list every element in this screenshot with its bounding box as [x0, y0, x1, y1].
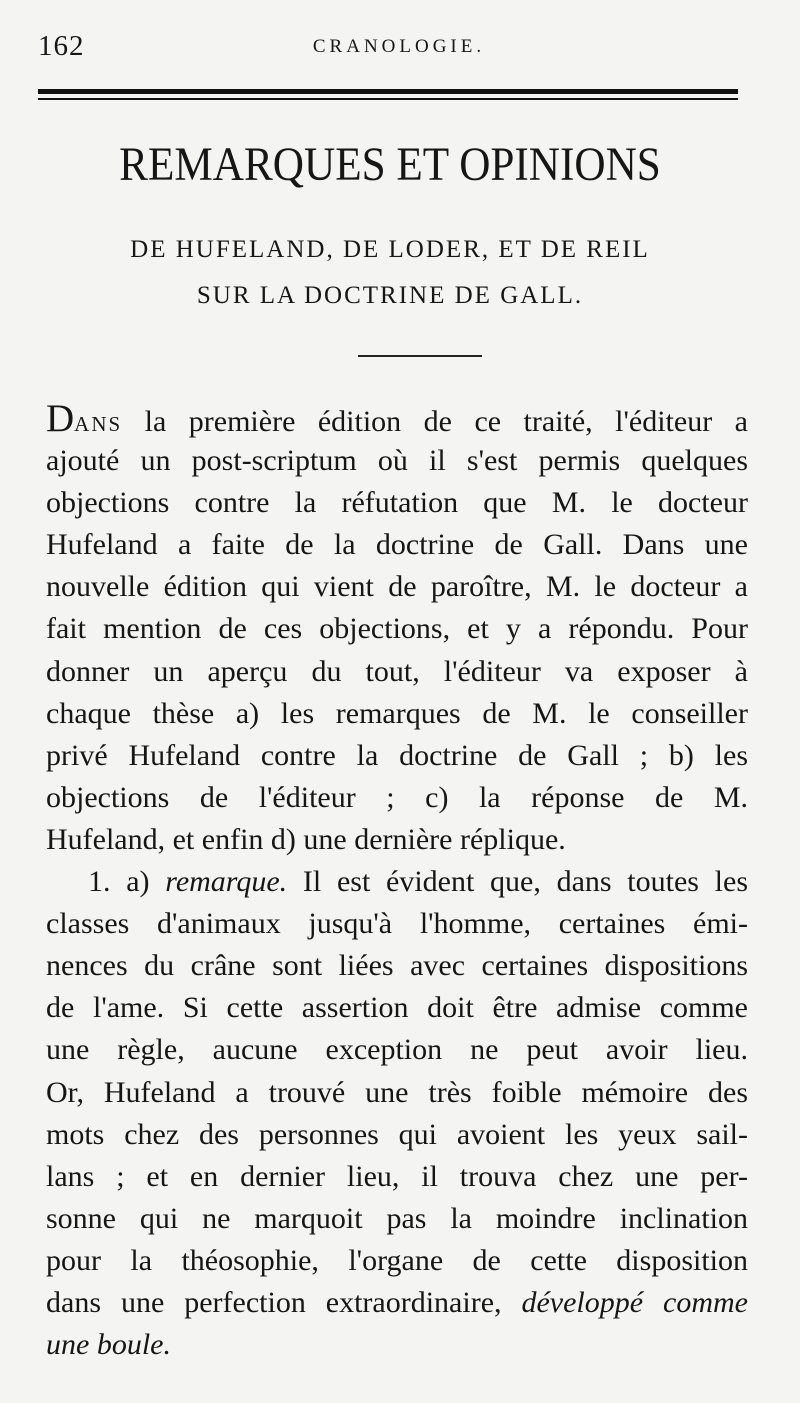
page-number: 162	[38, 30, 85, 62]
text-line: lans ; et en dernier lieu, il trouva chez une per-	[46, 1159, 748, 1193]
text-line: fait mention de ces objections, et y a répondu. Pour	[46, 612, 748, 646]
text-line: ajouté un post-scriptum où il s'est permis quelques	[46, 444, 748, 478]
text-line: Or, Hufeland a trouvé une très foible mémoire des	[46, 1075, 748, 1109]
text-line: Hufeland, et enfin d) une dernière réplique.	[46, 822, 566, 856]
text-line: une boule.	[46, 1328, 171, 1362]
running-header	[38, 30, 760, 70]
text-line: de l'ame. Si cette assertion doit être admise comme	[46, 991, 748, 1025]
line-text: la première édition de ce traité, l'éditeur a	[122, 405, 748, 438]
drop-cap: D	[46, 398, 75, 440]
text-line: mots chez des personnes qui avoient les yeux sail-	[46, 1117, 748, 1151]
chapter-subtitle-line-1: DE HUFELAND, DE LODER, ET DE REIL	[130, 236, 650, 263]
running-title: CRANOLOGIE.	[312, 36, 486, 57]
text-line	[46, 861, 748, 903]
text-line: objections contre la réfutation que M. le docteur	[46, 486, 748, 520]
line-text: dans une perfection extraordinaire,	[46, 1285, 522, 1319]
section-divider	[358, 355, 482, 357]
header-rule-thick	[38, 89, 738, 94]
text-line: privé Hufeland contre la doctrine de Gall ; b) les	[46, 738, 748, 772]
chapter-title: REMARQUES ET OPINIONS	[119, 138, 661, 191]
text-line: nouvelle édition qui vient de paroître, M. le docteur a	[46, 570, 748, 604]
italic-text: développé comme	[521, 1285, 748, 1319]
text-line: Hufeland a faite de la doctrine de Gall. Dans une	[46, 528, 748, 562]
text-line	[46, 1282, 748, 1324]
text-line: une règle, aucune exception ne peut avoir lieu.	[46, 1033, 748, 1067]
text-line: objections de l'éditeur ; c) la réponse de M.	[46, 780, 748, 814]
header-rule-thin	[38, 98, 738, 100]
text-line	[46, 398, 748, 440]
drop-cap-rest: ANS	[74, 412, 123, 436]
text-line: chaque thèse a) les remarques de M. le conseiller	[46, 696, 748, 730]
text-line: sonne qui ne marquoit pas la moindre inclination	[46, 1201, 748, 1235]
italic-term: remarque.	[165, 865, 288, 899]
body-text	[46, 398, 748, 1366]
text-line: nences du crâne sont liées avec certaines dispositions	[46, 949, 748, 983]
text-line: donner un aperçu du tout, l'éditeur va exposer à	[46, 654, 748, 688]
line-text: Il est évident que, dans toutes les	[287, 865, 748, 899]
text-line: pour la théosophie, l'organe de cette disposition	[46, 1243, 748, 1277]
text-line: classes d'animaux jusqu'à l'homme, certaines émi-	[46, 907, 748, 941]
paragraph-number: 1. a)	[88, 865, 150, 899]
chapter-subtitle-line-2: SUR LA DOCTRINE DE GALL.	[196, 282, 584, 309]
